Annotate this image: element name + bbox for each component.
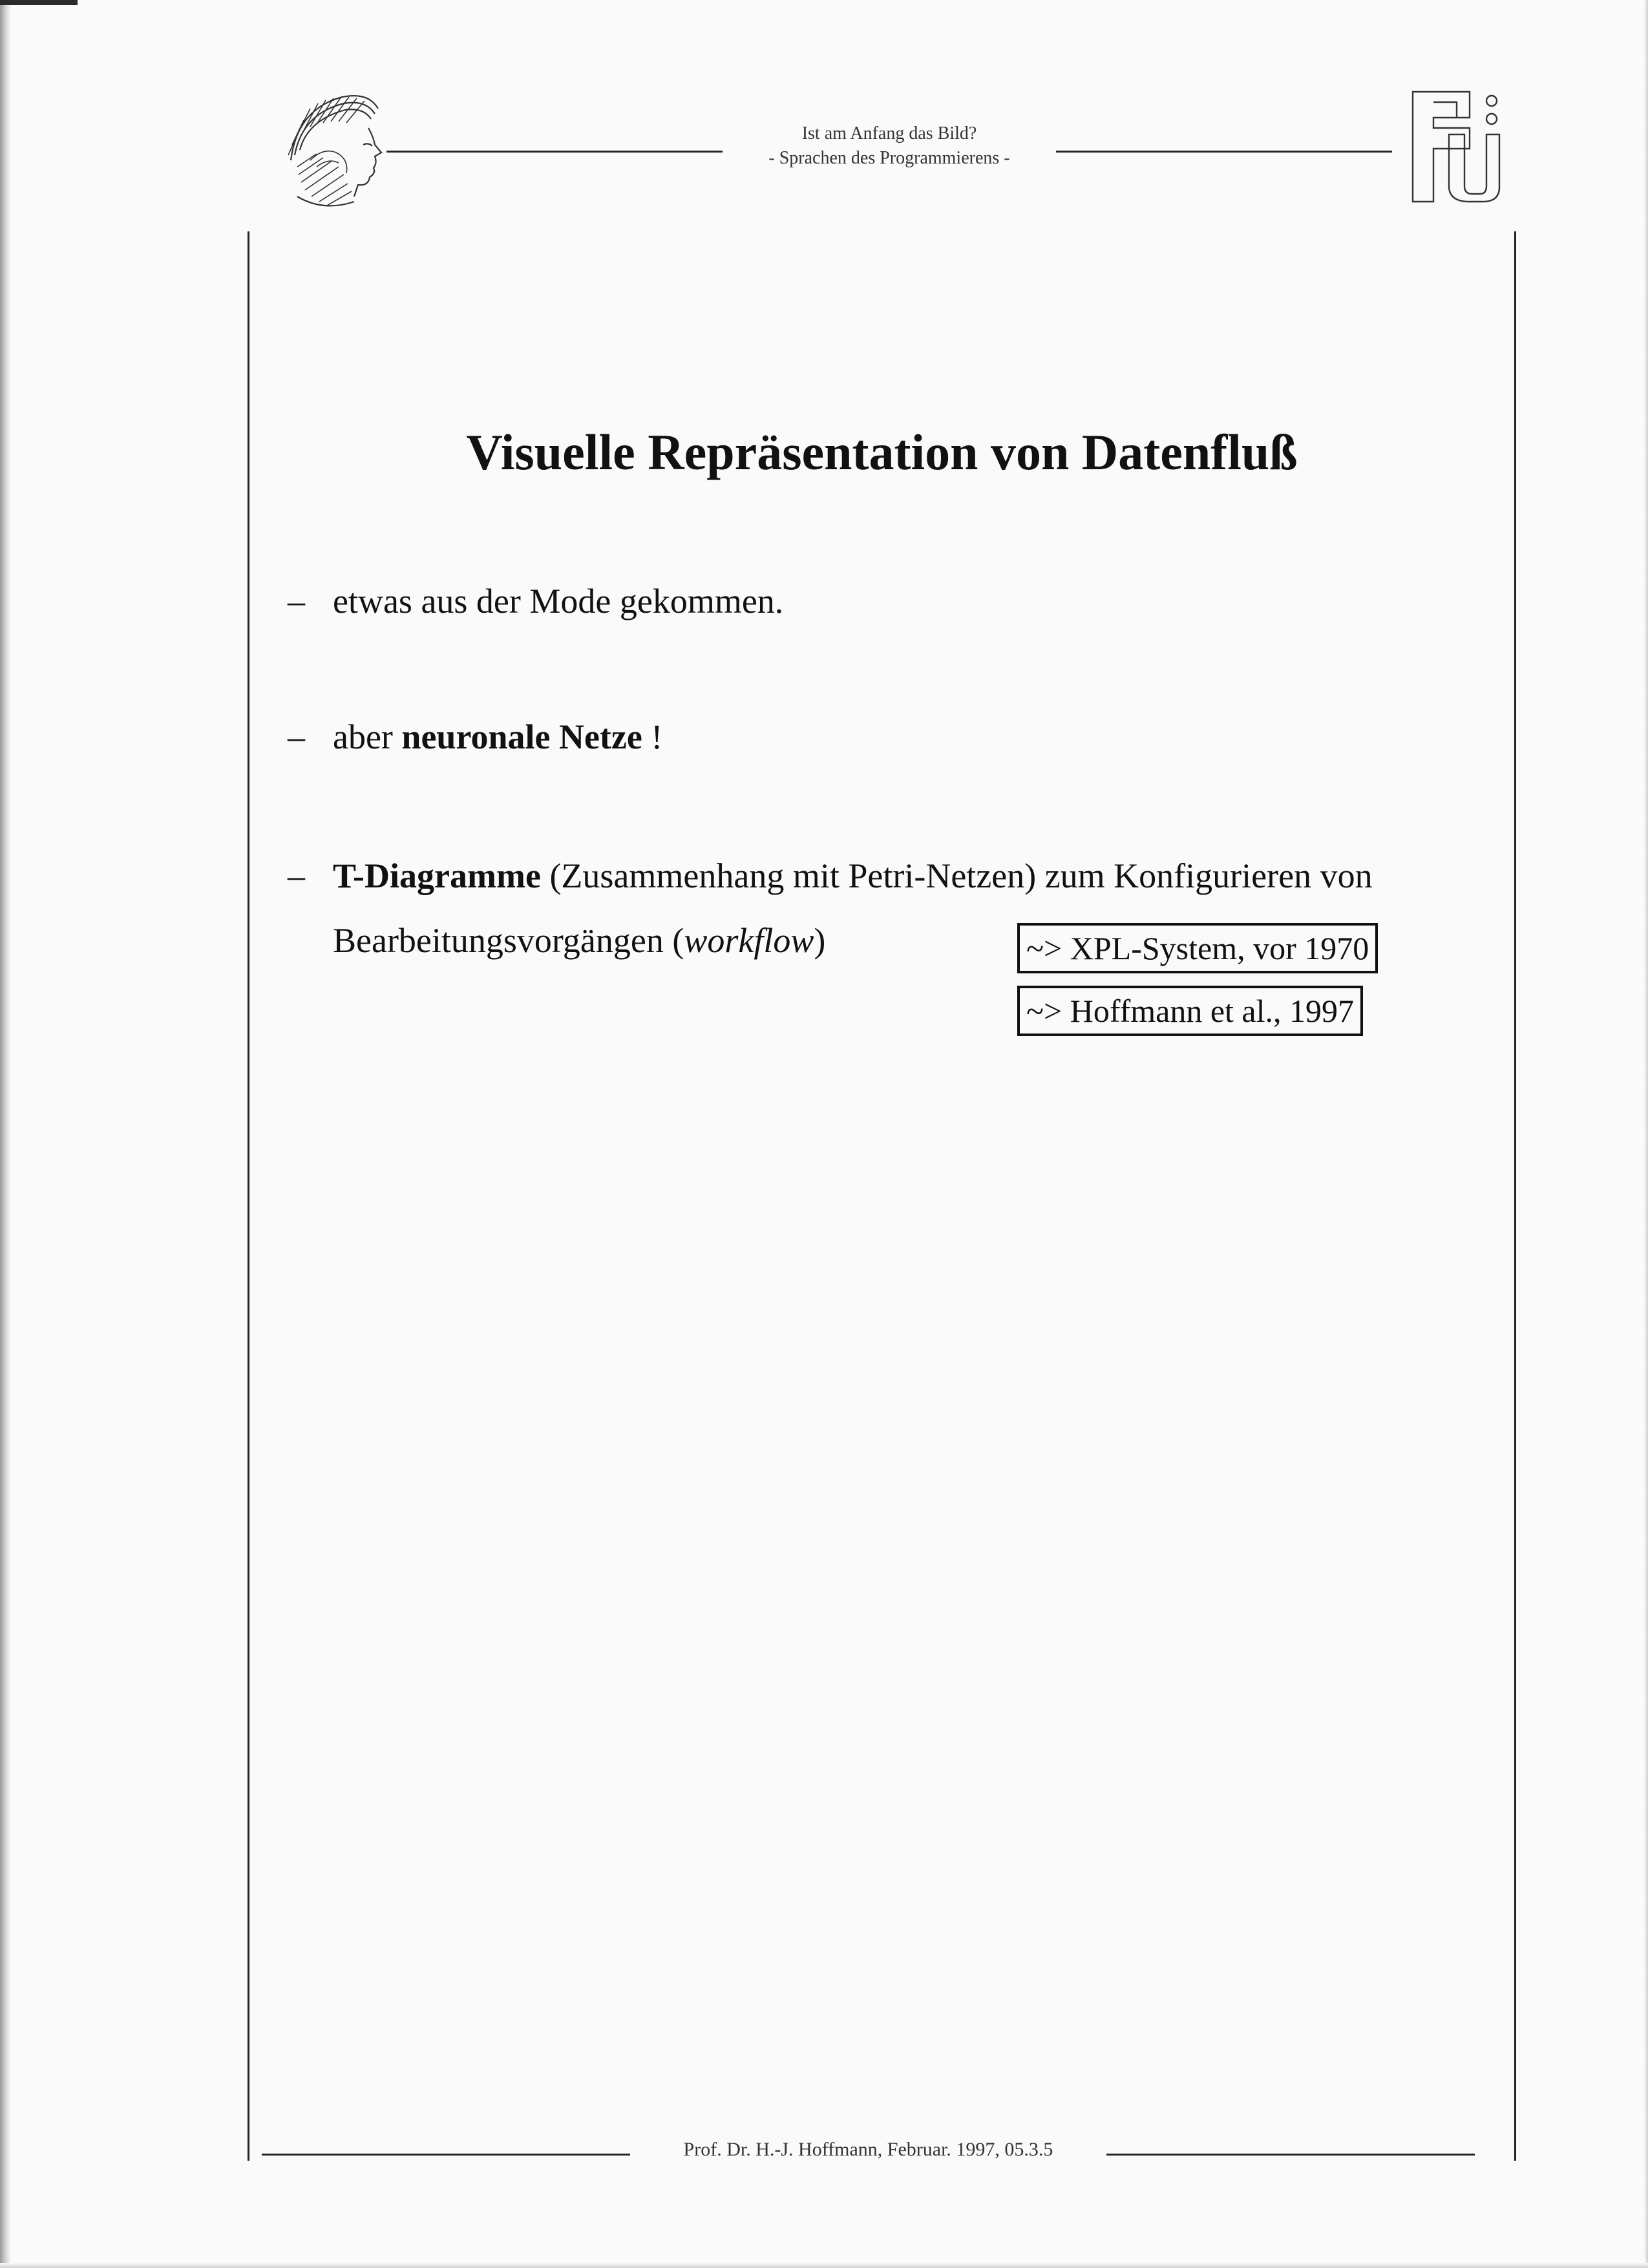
page-title: Visuelle Repräsentation von Datenfluß xyxy=(466,424,1298,480)
bullet-text-bold: neuronale Netze xyxy=(401,717,642,756)
header-line-1: Ist am Anfang das Bild? xyxy=(801,123,977,143)
bullet-text: (Zusammenhang mit Petri-Netzen) zum Konfigurieren von xyxy=(540,856,1373,895)
bullet-text-suffix: ! xyxy=(642,717,663,756)
bullet-dash: – xyxy=(288,582,305,620)
bullet-dash: – xyxy=(288,856,305,895)
bullet-cont-italic: workflow xyxy=(684,921,814,960)
bullet-item-2 xyxy=(288,714,662,759)
scan-edge-bottom xyxy=(0,2263,1648,2268)
header-text xyxy=(724,122,1055,171)
bullet-cont-suffix: ) xyxy=(814,921,826,960)
reference-box-xpl: ~> XPL-System, vor 1970 xyxy=(1017,923,1378,973)
bullet-item-3-continuation xyxy=(333,918,825,963)
scan-edge-left xyxy=(0,0,10,2268)
bullet-item-3 xyxy=(288,853,1373,898)
scan-edge-top xyxy=(0,0,78,5)
bullet-dash: – xyxy=(288,717,305,756)
bullet-cont-prefix: Bearbeitungsvorgängen ( xyxy=(333,921,684,960)
frame-line-left xyxy=(248,231,249,2161)
pu-monogram-logo-icon xyxy=(1410,89,1502,204)
frame-line-right xyxy=(1514,231,1516,2161)
athena-head-seal-icon xyxy=(271,83,388,218)
footer-rule-right xyxy=(1106,2154,1475,2156)
header-rule-right xyxy=(1056,151,1392,153)
footer-rule-left xyxy=(262,2154,630,2156)
header-line-2: - Sprachen des Programmierens - xyxy=(768,148,1010,168)
reference-box-hoffmann: ~> Hoffmann et al., 1997 xyxy=(1017,986,1363,1036)
bullet-item-1 xyxy=(288,578,783,624)
footer-text: Prof. Dr. H.-J. Hoffmann, Februar. 1997, 05.3.5 xyxy=(683,2139,1053,2160)
bullet-text-bold: T-Diagramme xyxy=(333,856,541,895)
scan-edge-right xyxy=(1644,0,1648,2268)
bullet-text-prefix: aber xyxy=(333,717,402,756)
header-rule-left xyxy=(386,151,723,153)
bullet-text: etwas aus der Mode gekommen. xyxy=(333,582,784,620)
